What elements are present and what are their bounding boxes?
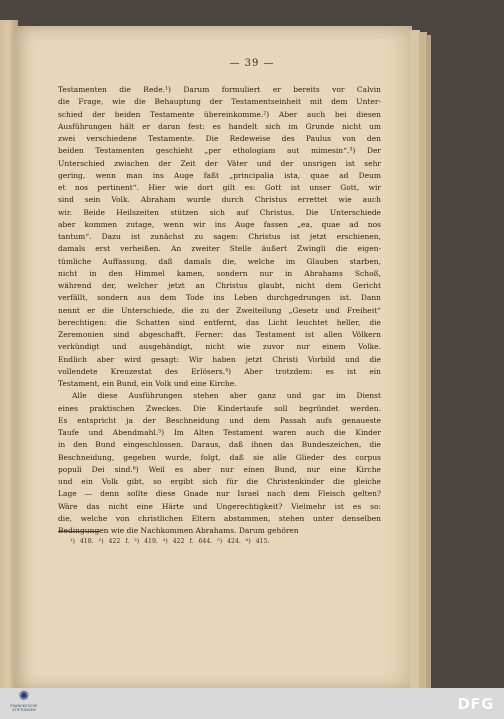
text-line: Testament, ein Bund, ein Volk und eine Kirche.	[58, 379, 237, 388]
text-line: berechtigen: die Schatten sind entfernt, das Licht leuchtet heller, die	[58, 317, 381, 327]
text-line: populi Dei sind.⁶) Weil es aber nur einen Bund, nur eine Kirche	[58, 464, 381, 474]
text-line: Beschneidung, gegeben wurde, folgt, daß sie alle Glieder des corpus	[58, 452, 381, 462]
text-line: und ein Volk gibt, so ergibt sich für die Christenkinder die gleiche	[58, 477, 381, 486]
text-line: Testamenten die Rede.¹) Darum formuliert er bereits vor Calvin	[58, 85, 381, 94]
text-line: nicht in den Himmel kamen, sondern nur in Abrahams Schoß,	[58, 268, 381, 278]
page-edge-stack	[426, 35, 431, 688]
text-line: schied der beiden Testamente übereinkomme.²) Aber auch bei diesen	[58, 109, 381, 119]
text-line: beiden Testamenten geschieht „per ethologiam aut mimesin“.³) Der	[58, 146, 381, 156]
dfg-logo[interactable]: DFG	[457, 695, 494, 713]
text-line: Ausführungen hält er daran fest: es handelt sich im Grunde nicht um	[58, 121, 381, 131]
footnotes: ¹) 418. ²) 422 f. ³) 419. ⁴) 422 f. 644. ⁵) 424. ⁶) 415.	[70, 538, 270, 545]
text-line: Taufe und Abendmahl.⁵) Im Alten Testament waren auch die Kinder	[58, 428, 381, 437]
page-body-text	[58, 84, 381, 537]
text-line: die, welche von christlichen Eltern abstammen, stehen unter denselben	[58, 513, 381, 523]
text-line: vollendete Kreuzestat des Erlösers.⁴) Aber trotzdem: es ist ein	[58, 366, 381, 376]
text-line: Alle diese Ausführungen stehen aber ganz und gar im Dienst	[72, 391, 381, 401]
logo-caption: FRANCKESCHE STIFTUNGEN	[10, 704, 38, 712]
text-line: verfällt, sondern aus dem Tode ins Leben durchgedrungen ist. Dann	[58, 293, 381, 303]
text-line: verkündigt und ausgehändigt, nicht wie zuvor nur einem Volke.	[58, 342, 381, 352]
text-line: die Frage, wie die Behauptung der Testamentseinheit mit dem Unter-	[58, 97, 381, 107]
text-line: eines praktischen Zweckes. Die Kindertaufe soll begründet werden.	[58, 403, 381, 413]
text-line: damals erst verheißen. An zweiter Stelle äußert Zwingli die eigen-	[58, 244, 381, 254]
text-line: wir. Beide Heilszeiten stützen sich auf Christus. Die Unterschiede	[58, 207, 381, 217]
text-line: Lage — denn sollte diese Gnade nur Israel nach dem Fleisch gelten?	[58, 489, 381, 499]
text-line: Unterschied zwischen der Zeit der Väter und der unsrigen ist sehr	[58, 158, 381, 168]
text-line: Wäre das nicht eine Härte und Ungerechtigkeit? Vielmehr ist es so:	[58, 501, 381, 511]
text-line: tantum“. Dazu ist zunächst zu sagen: Christus ist jetzt erschienen,	[58, 232, 381, 241]
text-line: et nos pertinent“. Hier wie dort gilt es: Gott ist unser Gott, wir	[58, 183, 381, 192]
viewer-footer-bar	[0, 688, 504, 719]
text-line: gering, wenn man ins Auge faßt „principalia ista, quae ad Deum	[58, 170, 381, 180]
text-line: Es entspricht ja der Beschneidung und dem Passah aufs genaueste	[58, 415, 381, 425]
text-line: zwei verschiedene Testamente. Die Redeweise des Paulus von den	[58, 134, 381, 143]
text-line: tümliche Auffassung, daß damals die, welche im Glauben starben,	[58, 256, 381, 266]
footnote-divider	[58, 531, 100, 532]
text-line: Endlich aber wird gesagt: Wir haben jetzt Christi Vorbild und die	[58, 354, 381, 364]
franckesche-stiftungen-logo[interactable]	[4, 690, 44, 717]
page-number: — 39 —	[229, 58, 275, 69]
text-line: sind sein Volk. Abraham wurde durch Christus errettet wie auch	[58, 195, 381, 205]
text-line: während der, welcher jetzt an Christus glaubt, nicht dem Gericht	[58, 281, 381, 290]
text-line: nennt er die Unterschiede, die zu der Zweiteilung „Gesetz und Freiheit“	[58, 305, 381, 315]
sun-emblem-icon: ✺	[18, 689, 30, 704]
text-line: Zeremonien sind abgeschafft. Ferner: das Testament ist allen Völkern	[58, 330, 381, 339]
text-line: Bedingungen wie die Nachkommen Abrahams. Darum gehören	[58, 526, 299, 535]
text-line: in den Bund eingeschlossen. Daraus, daß ihnen das Bundeszeichen, die	[58, 440, 381, 450]
text-line: aber kommen zutage, wenn wir ins Auge fassen „ea, quae ad nos	[58, 219, 381, 229]
